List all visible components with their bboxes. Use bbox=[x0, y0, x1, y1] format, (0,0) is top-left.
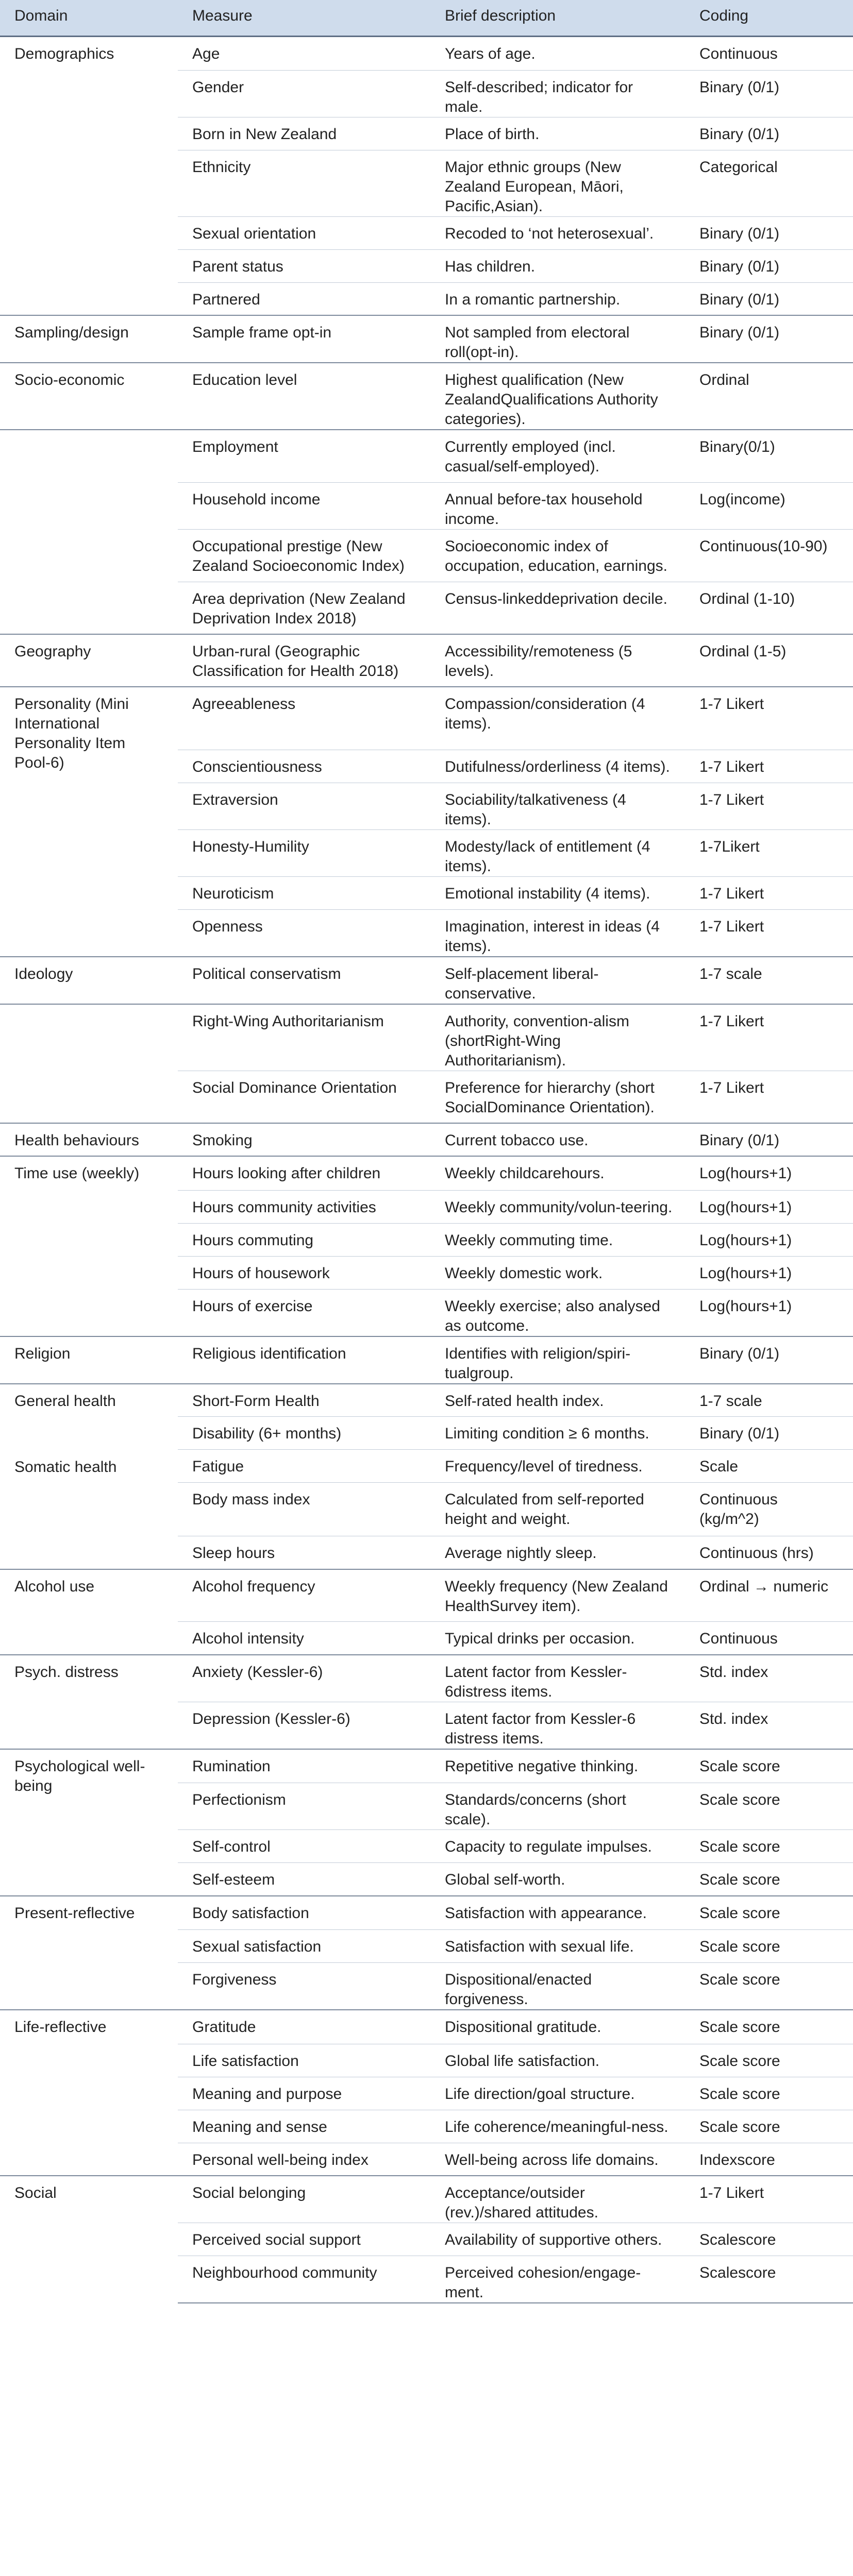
description-cell: Emotional instability (4 items). bbox=[430, 876, 685, 909]
domain-cell: Sampling/design bbox=[0, 315, 178, 363]
measure-cell: Household income bbox=[178, 482, 430, 529]
coding-cell: Scale score bbox=[685, 1863, 853, 1896]
coding-cell: Scale score bbox=[685, 1896, 853, 1930]
measure-cell: Sleep hours bbox=[178, 1536, 430, 1569]
measure-cell: Gender bbox=[178, 70, 430, 117]
measure-cell: Fatigue bbox=[178, 1450, 430, 1483]
measure-cell: Age bbox=[178, 36, 430, 70]
coding-cell: Scale score bbox=[685, 1930, 853, 1963]
measure-cell: Social belonging bbox=[178, 2176, 430, 2223]
description-cell: Not sampled from electoral roll(opt-in). bbox=[430, 315, 685, 363]
table-row bbox=[0, 1004, 853, 1071]
coding-cell: 1-7 Likert bbox=[685, 687, 853, 750]
description-cell: Compassion/consideration (4 items). bbox=[430, 687, 685, 750]
domain-cell bbox=[0, 1004, 178, 1124]
table-row bbox=[0, 315, 853, 363]
measure-cell: Meaning and sense bbox=[178, 2110, 430, 2143]
coding-cell: Binary (0/1) bbox=[685, 249, 853, 282]
description-cell: Dispositional gratitude. bbox=[430, 2010, 685, 2044]
coding-cell: Std. index bbox=[685, 1655, 853, 1702]
coding-cell: Binary (0/1) bbox=[685, 70, 853, 117]
description-cell: Latent factor from Kessler-6 distress items. bbox=[430, 1702, 685, 1749]
coding-cell: Log(hours+1) bbox=[685, 1156, 853, 1190]
coding-cell: Scale score bbox=[685, 1963, 853, 2010]
measure-cell: Meaning and purpose bbox=[178, 2077, 430, 2110]
coding-cell: Scalescore bbox=[685, 2223, 853, 2256]
description-cell: Authority, convention-alism (shortRight-Wing Authoritarianism). bbox=[430, 1004, 685, 1071]
description-cell: Satisfaction with appearance. bbox=[430, 1896, 685, 1930]
measure-cell: Hours of housework bbox=[178, 1256, 430, 1289]
measure-cell: Urban-rural (Geographic Classification for Health 2018) bbox=[178, 634, 430, 687]
domain-sublabel: Somatic health bbox=[14, 1458, 117, 1476]
coding-cell: 1-7 scale bbox=[685, 957, 853, 1004]
coding-cell: Scale score bbox=[685, 2010, 853, 2044]
description-cell: Recoded to ‘not heterosexual’. bbox=[430, 216, 685, 249]
header-coding: Coding bbox=[685, 0, 853, 36]
domain-cell: Psych. distress bbox=[0, 1655, 178, 1749]
description-cell: Weekly childcarehours. bbox=[430, 1156, 685, 1190]
table-row bbox=[0, 1655, 853, 1702]
measure-cell: Hours community activities bbox=[178, 1190, 430, 1223]
measure-cell: Neuroticism bbox=[178, 876, 430, 909]
measure-cell: Short-Form Health bbox=[178, 1384, 430, 1417]
coding-cell: Log(income) bbox=[685, 482, 853, 529]
description-cell: Has children. bbox=[430, 249, 685, 282]
description-cell: Standards/concerns (short scale). bbox=[430, 1783, 685, 1830]
coding-cell: Ordinal → numeric bbox=[685, 1569, 853, 1622]
header-domain: Domain bbox=[0, 0, 178, 36]
measure-cell: Forgiveness bbox=[178, 1963, 430, 2010]
table-row bbox=[0, 634, 853, 687]
description-cell: Dutifulness/orderliness (4 items). bbox=[430, 750, 685, 783]
coding-cell: 1-7 Likert bbox=[685, 783, 853, 829]
description-cell: Major ethnic groups (New Zealand European, Māori, Pacific,Asian). bbox=[430, 150, 685, 216]
measure-cell: Self-control bbox=[178, 1830, 430, 1863]
measure-cell: Education level bbox=[178, 363, 430, 430]
domain-cell: Ideology bbox=[0, 957, 178, 1004]
measure-cell: Ethnicity bbox=[178, 150, 430, 216]
table-row bbox=[0, 2176, 853, 2223]
description-cell: Accessibility/remoteness (5 levels). bbox=[430, 634, 685, 687]
description-cell: Limiting condition ≥ 6 months. bbox=[430, 1417, 685, 1450]
description-cell: Global life satisfaction. bbox=[430, 2044, 685, 2077]
domain-cell: Time use (weekly) bbox=[0, 1156, 178, 1336]
description-cell: Self-placement liberal-conservative. bbox=[430, 957, 685, 1004]
coding-cell: 1-7 Likert bbox=[685, 2176, 853, 2223]
table-row bbox=[0, 957, 853, 1004]
description-cell: Weekly frequency (New Zealand HealthSurvey item). bbox=[430, 1569, 685, 1622]
header-measure: Measure bbox=[178, 0, 430, 36]
table-row bbox=[0, 36, 853, 70]
measure-cell: Parent status bbox=[178, 249, 430, 282]
measure-cell: Social Dominance Orientation bbox=[178, 1071, 430, 1123]
table-row bbox=[0, 1896, 853, 1930]
header-row bbox=[0, 0, 853, 36]
measure-cell: Perceived social support bbox=[178, 2223, 430, 2256]
measure-cell: Right-Wing Authoritarianism bbox=[178, 1004, 430, 1071]
coding-cell: Std. index bbox=[685, 1702, 853, 1749]
coding-cell: Scale score bbox=[685, 2077, 853, 2110]
coding-cell: Binary (0/1) bbox=[685, 1336, 853, 1384]
domain-cell: General health Somatic health bbox=[0, 1384, 178, 1569]
description-cell: Global self-worth. bbox=[430, 1863, 685, 1896]
coding-cell: Ordinal (1-10) bbox=[685, 582, 853, 634]
coding-cell: Categorical bbox=[685, 150, 853, 216]
description-cell: Self-described; indicator for male. bbox=[430, 70, 685, 117]
coding-cell: Log(hours+1) bbox=[685, 1256, 853, 1289]
description-cell: Years of age. bbox=[430, 36, 685, 70]
coding-cell: Log(hours+1) bbox=[685, 1223, 853, 1256]
table-row bbox=[0, 2010, 853, 2044]
table-row bbox=[0, 430, 853, 482]
domain-cell: Religion bbox=[0, 1336, 178, 1384]
table-row bbox=[0, 1569, 853, 1622]
coding-cell: Binary(0/1) bbox=[685, 430, 853, 482]
measure-cell: Disability (6+ months) bbox=[178, 1417, 430, 1450]
table-row bbox=[0, 363, 853, 430]
measure-cell: Alcohol intensity bbox=[178, 1622, 430, 1655]
description-cell: Weekly domestic work. bbox=[430, 1256, 685, 1289]
domain-cell: Health behaviours bbox=[0, 1123, 178, 1156]
measure-cell: Openness bbox=[178, 909, 430, 957]
measure-cell: Extraversion bbox=[178, 783, 430, 829]
measure-cell: Political conservatism bbox=[178, 957, 430, 1004]
measure-cell: Perfectionism bbox=[178, 1783, 430, 1830]
coding-cell: Binary (0/1) bbox=[685, 216, 853, 249]
measure-cell: Body satisfaction bbox=[178, 1896, 430, 1930]
table-body bbox=[0, 36, 853, 2303]
coding-cell: Scale score bbox=[685, 1749, 853, 1783]
description-cell: Life coherence/meaningful-ness. bbox=[430, 2110, 685, 2143]
domain-cell: Geography bbox=[0, 634, 178, 687]
table-row bbox=[0, 1384, 853, 1417]
coding-cell: Continuous (kg/m^2) bbox=[685, 1483, 853, 1536]
coding-cell: Continuous(10-90) bbox=[685, 529, 853, 582]
description-cell: Perceived cohesion/engage-ment. bbox=[430, 2256, 685, 2303]
coding-cell: 1-7Likert bbox=[685, 829, 853, 876]
domain-cell: Alcohol use bbox=[0, 1569, 178, 1655]
header-description: Brief description bbox=[430, 0, 685, 36]
measure-cell: Agreeableness bbox=[178, 687, 430, 750]
measure-cell: Sexual satisfaction bbox=[178, 1930, 430, 1963]
domain-cell: Socio-economic bbox=[0, 363, 178, 430]
coding-cell: 1-7 Likert bbox=[685, 909, 853, 957]
coding-cell: Ordinal (1-5) bbox=[685, 634, 853, 687]
description-cell: Life direction/goal structure. bbox=[430, 2077, 685, 2110]
description-cell: Average nightly sleep. bbox=[430, 1536, 685, 1569]
coding-cell: Scale score bbox=[685, 2044, 853, 2077]
description-cell: Socioeconomic index of occupation, education, earnings. bbox=[430, 529, 685, 582]
measure-cell: Employment bbox=[178, 430, 430, 482]
table-row bbox=[0, 1123, 853, 1156]
measure-cell: Occupational prestige (New Zealand Socioeconomic Index) bbox=[178, 529, 430, 582]
measure-cell: Area deprivation (New Zealand Deprivation Index 2018) bbox=[178, 582, 430, 634]
description-cell: Dispositional/enacted forgiveness. bbox=[430, 1963, 685, 2010]
coding-cell: Scale score bbox=[685, 1830, 853, 1863]
table-row bbox=[0, 1336, 853, 1384]
measure-cell: Born in New Zealand bbox=[178, 117, 430, 150]
coding-cell: Scale score bbox=[685, 2110, 853, 2143]
description-cell: Currently employed (incl. casual/self-employed). bbox=[430, 430, 685, 482]
description-cell: Acceptance/outsider (rev.)/shared attitudes. bbox=[430, 2176, 685, 2223]
description-cell: Highest qualification (New ZealandQualifications Authority categories). bbox=[430, 363, 685, 430]
domain-cell: Life-reflective bbox=[0, 2010, 178, 2176]
coding-cell: 1-7 Likert bbox=[685, 750, 853, 783]
measure-cell: Rumination bbox=[178, 1749, 430, 1783]
measure-cell: Anxiety (Kessler-6) bbox=[178, 1655, 430, 1702]
measure-cell: Personal well-being index bbox=[178, 2143, 430, 2176]
measure-cell: Partnered bbox=[178, 282, 430, 315]
measure-cell: Gratitude bbox=[178, 2010, 430, 2044]
domain-cell: Social bbox=[0, 2176, 178, 2303]
coding-cell: Binary (0/1) bbox=[685, 1123, 853, 1156]
coding-cell: Continuous (hrs) bbox=[685, 1536, 853, 1569]
measure-cell: Sample frame opt-in bbox=[178, 315, 430, 363]
description-cell: Repetitive negative thinking. bbox=[430, 1749, 685, 1783]
measure-cell: Hours of exercise bbox=[178, 1289, 430, 1336]
coding-cell: Binary (0/1) bbox=[685, 315, 853, 363]
description-cell: Sociability/talkativeness (4 items). bbox=[430, 783, 685, 829]
coding-cell: Ordinal bbox=[685, 363, 853, 430]
description-cell: In a romantic partnership. bbox=[430, 282, 685, 315]
description-cell: Current tobacco use. bbox=[430, 1123, 685, 1156]
coding-cell: Scalescore bbox=[685, 2256, 853, 2303]
coding-cell: Binary (0/1) bbox=[685, 117, 853, 150]
coding-cell: 1-7 Likert bbox=[685, 876, 853, 909]
measure-cell: Self-esteem bbox=[178, 1863, 430, 1896]
description-cell: Calculated from self-reported height and weight. bbox=[430, 1483, 685, 1536]
coding-cell: Binary (0/1) bbox=[685, 1417, 853, 1450]
coding-cell: 1-7 scale bbox=[685, 1384, 853, 1417]
description-cell: Weekly community/volun-teering. bbox=[430, 1190, 685, 1223]
measure-cell: Alcohol frequency bbox=[178, 1569, 430, 1622]
description-cell: Modesty/lack of entitlement (4 items). bbox=[430, 829, 685, 876]
description-cell: Latent factor from Kessler-6distress items. bbox=[430, 1655, 685, 1702]
description-cell: Weekly exercise; also analysed as outcome. bbox=[430, 1289, 685, 1336]
description-cell: Imagination, interest in ideas (4 items). bbox=[430, 909, 685, 957]
measure-cell: Smoking bbox=[178, 1123, 430, 1156]
description-cell: Identifies with religion/spiri-tualgroup. bbox=[430, 1336, 685, 1384]
measure-cell: Hours looking after children bbox=[178, 1156, 430, 1190]
description-cell: Weekly commuting time. bbox=[430, 1223, 685, 1256]
description-cell: Capacity to regulate impulses. bbox=[430, 1830, 685, 1863]
coding-cell: Indexscore bbox=[685, 2143, 853, 2176]
description-cell: Self-rated health index. bbox=[430, 1384, 685, 1417]
description-cell: Availability of supportive others. bbox=[430, 2223, 685, 2256]
coding-cell: Log(hours+1) bbox=[685, 1289, 853, 1336]
coding-cell: Scale bbox=[685, 1450, 853, 1483]
description-cell: Satisfaction with sexual life. bbox=[430, 1930, 685, 1963]
description-cell: Typical drinks per occasion. bbox=[430, 1622, 685, 1655]
domain-cell: Personality (Mini International Personality Item Pool-6) bbox=[0, 687, 178, 957]
measure-cell: Body mass index bbox=[178, 1483, 430, 1536]
measure-cell: Religious identification bbox=[178, 1336, 430, 1384]
table-header bbox=[0, 0, 853, 36]
measure-cell: Sexual orientation bbox=[178, 216, 430, 249]
description-cell: Census-linkeddeprivation decile. bbox=[430, 582, 685, 634]
coding-cell: 1-7 Likert bbox=[685, 1004, 853, 1071]
domain-cell: Psychological well-being bbox=[0, 1749, 178, 1896]
measure-cell: Neighbourhood community bbox=[178, 2256, 430, 2303]
measure-cell: Honesty-Humility bbox=[178, 829, 430, 876]
coding-cell: Scale score bbox=[685, 1783, 853, 1830]
table-row bbox=[0, 1749, 853, 1783]
coding-cell: 1-7 Likert bbox=[685, 1071, 853, 1123]
measure-cell: Depression (Kessler-6) bbox=[178, 1702, 430, 1749]
description-cell: Annual before-tax household income. bbox=[430, 482, 685, 529]
coding-cell: Binary (0/1) bbox=[685, 282, 853, 315]
measure-cell: Conscientiousness bbox=[178, 750, 430, 783]
description-cell: Preference for hierarchy (short SocialDominance Orientation). bbox=[430, 1071, 685, 1123]
measure-cell: Hours commuting bbox=[178, 1223, 430, 1256]
table-row bbox=[0, 687, 853, 750]
description-cell: Well-being across life domains. bbox=[430, 2143, 685, 2176]
description-cell: Place of birth. bbox=[430, 117, 685, 150]
coding-cell: Continuous bbox=[685, 36, 853, 70]
measure-cell: Life satisfaction bbox=[178, 2044, 430, 2077]
domain-cell bbox=[0, 430, 178, 634]
domain-cell: Demographics bbox=[0, 36, 178, 315]
coding-cell: Continuous bbox=[685, 1622, 853, 1655]
coding-cell: Log(hours+1) bbox=[685, 1190, 853, 1223]
description-cell: Frequency/level of tiredness. bbox=[430, 1450, 685, 1483]
domain-cell: Present-reflective bbox=[0, 1896, 178, 2010]
table-row bbox=[0, 1156, 853, 1190]
